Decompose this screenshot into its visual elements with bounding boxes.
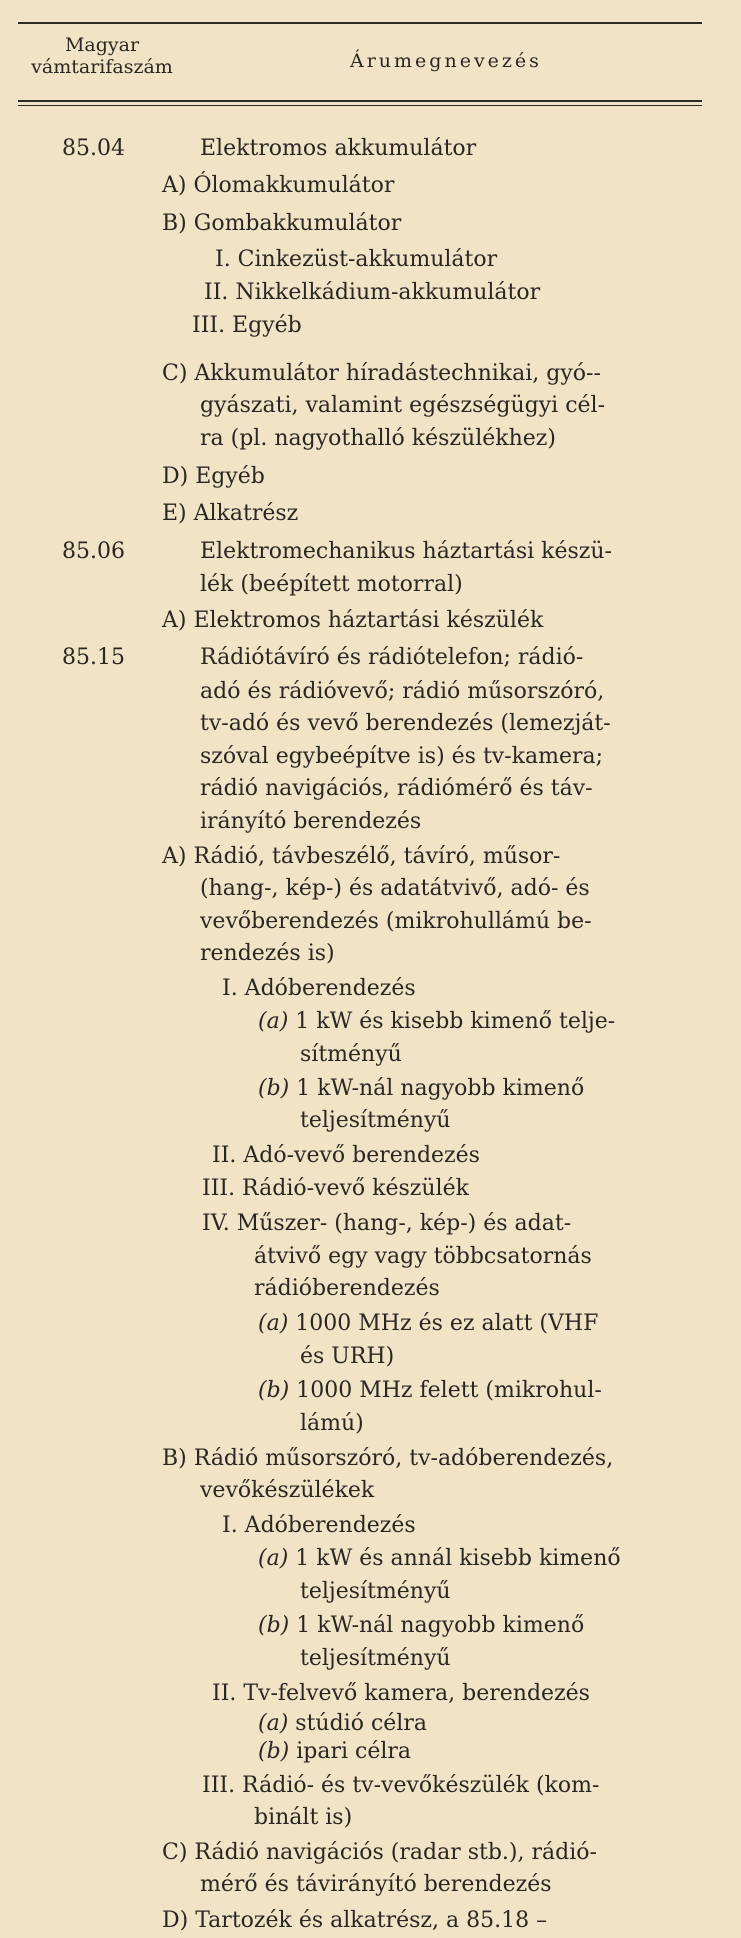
tariff-line: ra (pl. nagyothalló készülékhez) [200, 426, 556, 451]
tariff-line: rádióberendezés [254, 1276, 440, 1301]
tariff-line: lámú) [300, 1411, 364, 1436]
tariff-line: irányító berendezés [200, 809, 422, 834]
tariff-line: teljesítményű [300, 1579, 451, 1604]
tariff-line: I. Cinkezüst-akkumulátor [215, 247, 498, 272]
tariff-line: mérő és távirányító berendezés [200, 1872, 552, 1897]
tariff-line: (a) 1 kW és annál kisebb kimenő [258, 1546, 621, 1571]
tariff-line: (hang-, kép-) és adatátvivő, adó- és [200, 876, 590, 901]
tariff-line: Elektromechanikus háztartási készü- [200, 539, 612, 564]
tariff-line: (a) 1 kW és kisebb kimenő telje- [258, 1009, 616, 1034]
tariff-line: Rádiótávíró és rádiótelefon; rádió- [200, 645, 584, 670]
tariff-line: (b) 1 kW-nál nagyobb kimenő [258, 1613, 585, 1638]
tariff-line: adó és rádióvevő; rádió műsorszóró, [200, 679, 605, 704]
tariff-line: B) Rádió műsorszóró, tv-adóberendezés, [162, 1446, 614, 1471]
tariff-line: átvivő egy vagy többcsatornás [254, 1244, 592, 1269]
tariff-line: (b) 1000 MHz felett (mikrohul- [258, 1378, 602, 1403]
tariff-line: rendezés is) [200, 941, 335, 966]
header-tariff-number [22, 34, 182, 78]
tariff-line: D) Tartozék és alkatrész, a 85.18 – [162, 1908, 548, 1933]
tariff-code: 85.15 [62, 645, 125, 670]
tariff-line: A) Elektromos háztartási készülék [162, 608, 544, 633]
tariff-line: II. Tv-felvevő kamera, berendezés [212, 1681, 590, 1706]
tariff-line: (a) 1000 MHz és ez alatt (VHF [258, 1311, 599, 1336]
tariff-line: (a) stúdió célra [258, 1711, 427, 1736]
tariff-code: 85.06 [62, 539, 125, 564]
tariff-line: D) Egyéb [162, 464, 265, 489]
tariff-line: A) Ólomakkumulátor [162, 173, 395, 198]
tariff-line: binált is) [254, 1805, 353, 1830]
tariff-line: gyászati, valamint egészségügyi cél- [200, 393, 606, 418]
tariff-line: sítményű [300, 1042, 402, 1067]
header-rule-thick [18, 100, 702, 102]
tariff-line: III. Rádió-vevő készülék [202, 1176, 469, 1201]
tariff-line: (b) ipari célra [258, 1739, 412, 1764]
top-rule [18, 22, 702, 24]
tariff-line: tv-adó és vevő berendezés (lemezját- [200, 711, 611, 736]
tariff-line: szóval egybeépítve is) és tv-kamera; [200, 744, 604, 769]
tariff-line: B) Gombakkumulátor [162, 211, 402, 236]
tariff-line: III. Egyéb [192, 313, 302, 338]
header-col1-line1: Magyar [64, 34, 140, 56]
tariff-line: I. Adóberendezés [222, 976, 416, 1001]
tariff-line: I. Adóberendezés [222, 1513, 416, 1538]
tariff-line: II. Nikkelkádium-akkumulátor [204, 280, 541, 305]
tariff-line: Elektromos akkumulátor [200, 136, 477, 161]
tariff-line: IV. Műszer- (hang-, kép-) és adat- [202, 1211, 572, 1236]
tariff-line: C) Akkumulátor híradástechnikai, gyó-- [162, 361, 601, 386]
tariff-line: III. Rádió- és tv-vevőkészülék (kom- [202, 1773, 600, 1798]
tariff-line: és URH) [300, 1344, 395, 1369]
tariff-line: C) Rádió navigációs (radar stb.), rádió- [162, 1840, 597, 1865]
header-rule-thin [18, 105, 702, 106]
header-description: Árumegnevezés [350, 50, 542, 72]
tariff-line: (b) 1 kW-nál nagyobb kimenő [258, 1076, 585, 1101]
tariff-line: A) Rádió, távbeszélő, távíró, műsor- [162, 844, 561, 869]
tariff-line: E) Alkatrész [162, 501, 299, 526]
tariff-line: teljesítményű [300, 1108, 451, 1133]
tariff-line: II. Adó-vevő berendezés [212, 1143, 480, 1168]
tariff-line: lék (beépített motorral) [200, 572, 463, 597]
header-col1-line2: vámtarifaszám [31, 56, 173, 78]
tariff-line: teljesítményű [300, 1646, 451, 1671]
tariff-line: vevőkészülékek [200, 1478, 375, 1503]
tariff-line: rádió navigációs, rádiómérő és táv- [200, 776, 593, 801]
tariff-line: vevőberendezés (mikrohullámú be- [200, 909, 592, 934]
tariff-code: 85.04 [62, 136, 125, 161]
